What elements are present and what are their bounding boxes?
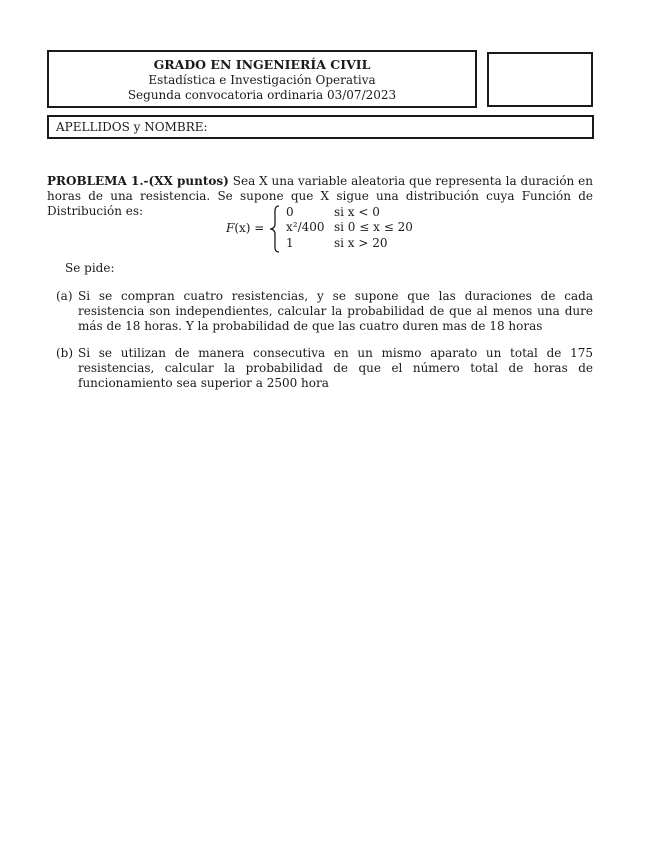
degree-title: GRADO EN INGENIERÍA CIVIL: [153, 57, 371, 72]
case-condition: si x > 20: [334, 236, 388, 250]
case-condition: si 0 ≤ x ≤ 20: [334, 220, 413, 234]
item-text: Si se utilizan de manera consecutiva en un mismo aparato un total de 175 resistencias, calcular la probabilidad de que el número total de horas de funcionamiento sea superior a 2500 hora: [78, 346, 593, 390]
question-intro: Se pide:: [65, 261, 115, 275]
name-field-label: APELLIDOS y NOMBRE:: [56, 120, 208, 134]
left-brace: [269, 205, 281, 253]
item-marker: (b): [56, 346, 74, 360]
question-item-a: [56, 289, 593, 334]
case-value: 1: [286, 236, 294, 250]
problem-statement: [47, 174, 593, 219]
question-item-b: [56, 346, 593, 391]
exam-header: [47, 50, 477, 108]
item-marker: (a): [56, 289, 73, 303]
name-field[interactable]: [47, 115, 594, 139]
case-value: x²/400: [286, 220, 325, 234]
subject-name: Estadística e Investigación Operativa: [148, 73, 376, 87]
formula-argument: (x) =: [234, 221, 265, 235]
problem-text: Sea X una variable aleatoria que representa la duración en horas de una resistencia. Se supone que X sigue una distribución cuya Función de Distribución es:: [47, 174, 593, 218]
item-text: Si se compran cuatro resistencias, y se supone que las duraciones de cada resistencia son independientes, calcular la probabilidad de que al menos una dure más de 18 horas. Y la probabilidad de que las cuatro duren mas de 18 horas: [78, 289, 593, 333]
exam-session: Segunda convocatoria ordinaria 03/07/2023: [127, 88, 397, 102]
case-value: 0: [286, 205, 294, 219]
formula-lhs: [226, 221, 264, 235]
case-condition: si x < 0: [334, 205, 380, 219]
grade-box: [487, 52, 593, 107]
formula-function: F: [226, 221, 235, 235]
problem-label: PROBLEMA 1.-(XX puntos): [47, 174, 229, 188]
